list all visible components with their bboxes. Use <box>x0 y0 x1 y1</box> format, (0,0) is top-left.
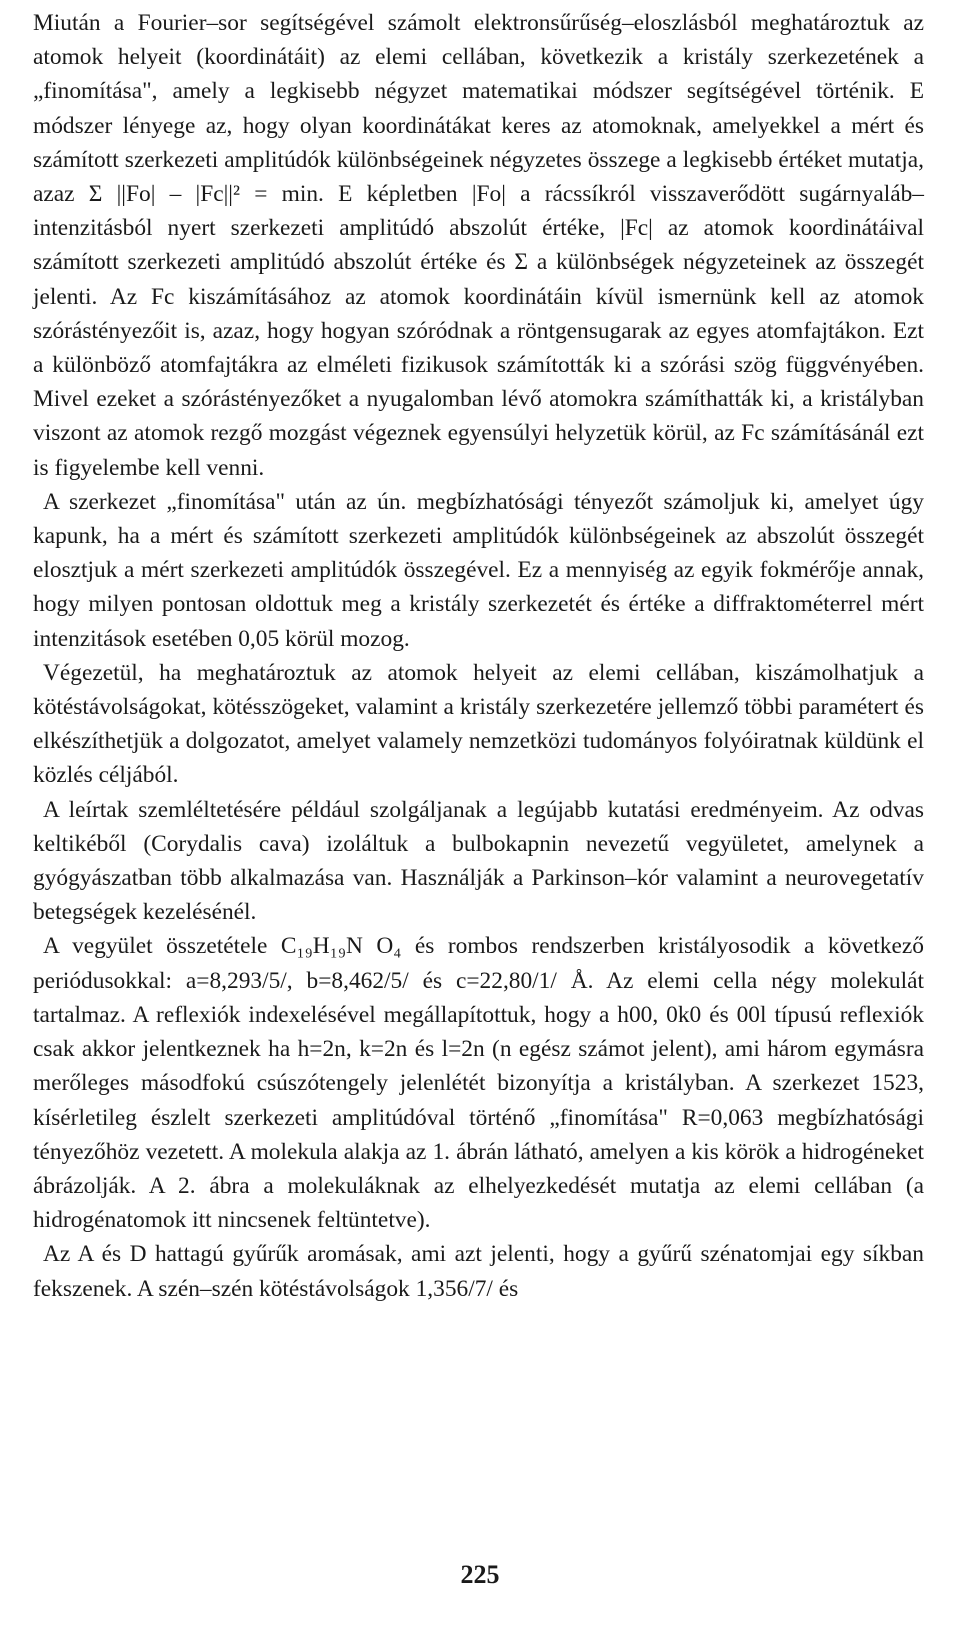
paragraph-reliability-factor: A szerkezet „finomítása" után az ún. megbízhatósági tényezőt számoljuk ki, amelyet úgy kapunk, ha a mért és számított szerkezeti amplitúdók különbségeinek az abszolút összegét elosztjuk a mért szerkezeti amplitúdók összegével. Ez a mennyiség az egyik fokmérője annak, hogy milyen pontosan oldottuk meg a kristály szerkezetét és értéke a diffraktométerrel mért intenzitások esetében 0,05 körül mozog. <box>33 488 924 652</box>
paragraph-final-parameters: Végezetül, ha meghatároztuk az atomok helyeit az elemi cellában, kiszámolhatjuk a kötéstávolságokat, kötésszögeket, valamint a kristály szerkezetére jellemző többi paramétert és elkészíthetjük a dolgozatot, amelyet valamely nemzetközi tudományos folyóiratnak küldünk el közlés céljából. <box>33 659 924 789</box>
body-text <box>33 6 924 1306</box>
paragraph-aromatic-rings: Az A és D hattagú gyűrűk aromásak, ami azt jelenti, hogy a gyűrű szénatomjai egy síkban fekszenek. A szén–szén kötéstávolságok 1,356/7/ és <box>33 1241 924 1302</box>
page-number: 225 <box>460 1560 500 1589</box>
paragraph-crystal-data: A vegyület összetétele C₁₉H₁₉N O₄ és rombos rendszerben kristályosodik a következő periódusokkal: a=8,293/5/, b=8,462/5/ és c=22,80/1/ Å. Az elemi cella négy molekulát tartalmaz. A reflexiók indexelésével megállapítottuk, hogy a h00, 0k0 és 00l típusú reflexiók csak akkor jelentkeznek ha h=2n, k=2n és l=2n (n egész számot jelent), ami három egymásra merőleges másodfokú csúszótengely jelenlétét bizonyítja a kristályban. A szerkezet 1523, kísérletileg észlelt szerkezeti amplitúdóval történő „finomítása" R=0,063 megbízhatósági tényezőhöz vezetett. A molekula alakja az 1. ábrán látható, amelyen a kis körök a hidrogéneket ábrázolják. A 2. ábra a molekuláknak az elhelyezkedését mutatja az elemi cellában (a hidrogénatomok itt nincsenek feltüntetve). <box>33 933 924 1234</box>
paragraph-refinement-method: Miután a Fourier–sor segítségével számolt elektronsűrűség–eloszlásból meghatároztuk az atomok helyeit (koordinátáit) az elemi cellában, következik a kristály szerkezetének a „finomítása", amely a legkisebb négyzet matematikai módszer segítségével történik. E módszer lényege az, hogy olyan koordinátákat keres az atomoknak, amelyekkel a mért és számított szerkezeti amplitúdók különbségeinek négyzetes összege a legkisebb értéket mutatja, azaz Σ ||Fo| – |Fc||² = min. E képletben |Fo| a rácssíkról visszaverődött sugárnyaláb–intenzitásból nyert szerkezeti amplitúdó abszolút értéke, |Fc| az atomok koordinátáival számított szerkezeti amplitúdó abszolút értéke és Σ a különbségek négyzeteinek az összegét jelenti. Az Fc kiszámításához az atomok koordinátáin kívül ismernünk kell az atomok szórástényezőit is, azaz, hogy hogyan szóródnak a röntgensugarak az egyes atomfajtákon. Ezt a különböző atomfajtákra az elméleti fizikusok számították ki a szórási szög függvényében. Mivel ezeket a szórástényezőket a nyugalomban lévő atomokra számíthatták ki, a kristályban viszont az atomok rezgő mozgást végeznek egyensúlyi helyzetük körül, az Fc számításánál ezt is figyelembe kell venni. <box>33 10 924 481</box>
paragraph-bulbocapnine-intro: A leírtak szemléltetésére például szolgáljanak a legújabb kutatási eredményeim. Az odvas keltikéből (Corydalis cava) izoláltuk a bulbokapnin nevezetű vegyületet, amelynek a gyógyászatban több alkalmazása van. Használják a Parkinson–kór valamint a neurovegetatív betegségek kezelésénél. <box>33 796 924 926</box>
